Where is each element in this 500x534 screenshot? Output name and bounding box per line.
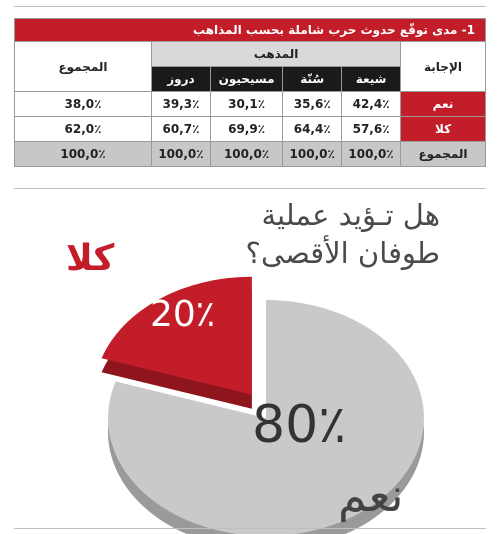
table-cell: 57,6٪: [342, 117, 401, 142]
row-label-yes: نعم: [401, 92, 486, 117]
table-cell-total: 100,0٪: [15, 142, 152, 167]
column-header-shia: شيعة: [342, 67, 401, 92]
row-label-total: المجموع: [401, 142, 486, 167]
column-header-druze: دروز: [152, 67, 211, 92]
answer-header: الإجابة: [401, 42, 486, 92]
table-cell: 60,7٪: [152, 117, 211, 142]
table-title: 1- مدى توقّع حدوث حرب شاملة بحسب المذاهب: [15, 19, 486, 42]
total-header: المجموع: [15, 42, 152, 92]
data-label-yes: 80٪: [252, 395, 347, 455]
table-cell: 100,0٪: [152, 142, 211, 167]
table-cell-total: 38,0٪: [15, 92, 152, 117]
table-cell: 64,4٪: [283, 117, 342, 142]
table-cell: 35,6٪: [283, 92, 342, 117]
question-line-2: طوفان الأقصى؟: [245, 236, 440, 270]
slice-label-yes: نعم: [338, 468, 404, 522]
table-cell: 30,1٪: [210, 92, 282, 117]
table-cell: 42,4٪: [342, 92, 401, 117]
table-cell: 69,9٪: [210, 117, 282, 142]
question-line-1: هل تـؤيد عملية: [261, 198, 440, 232]
table-cell: 100,0٪: [342, 142, 401, 167]
section-header: المذهب: [152, 42, 401, 67]
table-cell: 100,0٪: [283, 142, 342, 167]
column-header-christians: مسيحيون: [210, 67, 282, 92]
bottom-divider: [14, 528, 486, 529]
column-header-sunni: سُنّة: [283, 67, 342, 92]
table-cell: 39,3٪: [152, 92, 211, 117]
chart-title: [180, 196, 440, 272]
data-label-no: 20٪: [150, 294, 216, 335]
table-cell-total: 62,0٪: [15, 117, 152, 142]
table-cell: 100,0٪: [210, 142, 282, 167]
slice-label-no: كلا: [66, 238, 115, 279]
row-label-no: كلا: [401, 117, 486, 142]
